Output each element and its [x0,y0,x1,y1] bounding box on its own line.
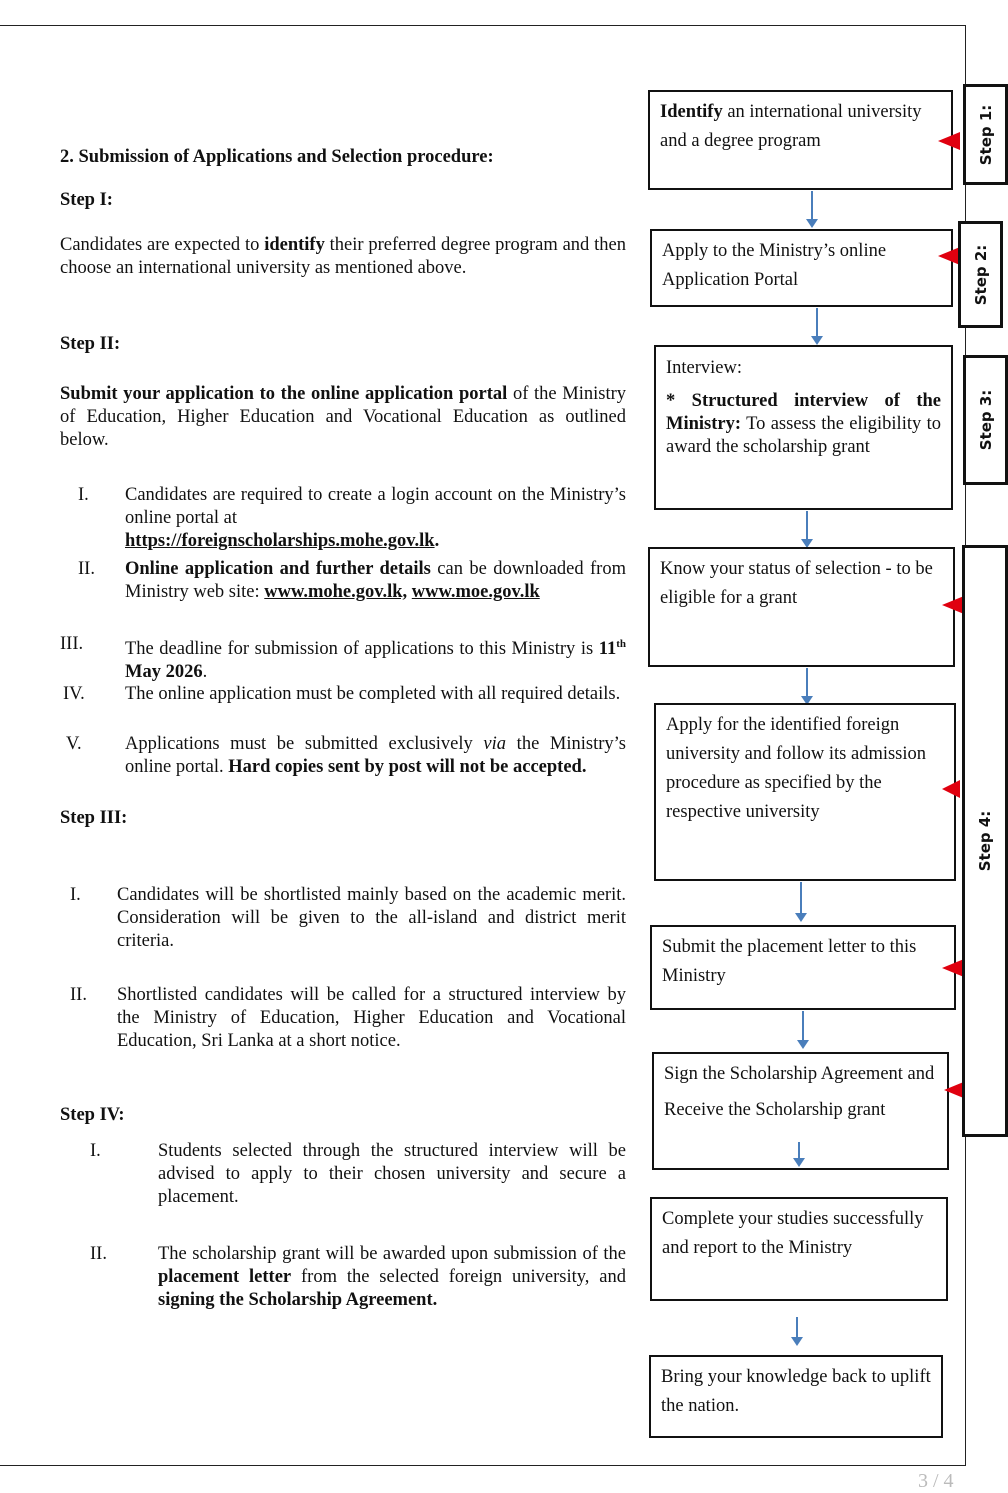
list-number: II. [70,985,87,1005]
list-number: I. [90,1141,101,1161]
step-pointer-icon [942,959,964,977]
list-number: I. [78,485,89,505]
list-item: II. Online application and further details can be downloaded from Ministry web site: www.mohe.gov.lk, www.moe.gov.lk [78,559,626,602]
step2-heading: Step II: [60,334,121,354]
flow-box-status: Know your status of selection - to be eligible for a grant [648,547,955,667]
flow-arrow [816,308,818,338]
interview-title: Interview: [666,358,743,378]
step-pointer-icon [942,596,964,614]
step-label-box-1: Step 1: [963,84,1008,185]
page-number: 3 / 4 [918,1470,954,1492]
list-number: II. [90,1244,107,1264]
list-number: V. [66,734,82,754]
mohe-link[interactable]: www.mohe.gov.lk, [264,582,408,602]
list-item: II. The scholarship grant will be awarded upon submission of the placement letter from the selected foreign university, and signing the Scholarship Agreement. [90,1244,626,1310]
flow-box-apply-university: Apply for the identified foreign university and follow its admission procedure as specified by the respective university [654,703,956,881]
list-item: II. Shortlisted candidates will be called for a structured interview by the Ministry of Education, Higher Education and Vocational Education, Sri Lanka at a short notice. [70,985,626,1051]
list-item: III. The deadline for submission of applications to this Ministry is 11th May 2026. [60,634,626,683]
flow-arrow [802,1011,804,1042]
flow-arrow [798,1142,800,1160]
section-heading: 2. Submission of Applications and Selection procedure: [60,147,494,167]
flow-box-agreement [652,1052,949,1170]
flow-box-complete-studies: Complete your studies successfully and report to the Ministry [650,1197,948,1301]
list-number: IV. [63,684,85,704]
grant-line: Receive the Scholarship grant [664,1100,886,1120]
flow-arrow [806,511,808,541]
step3-heading: Step III: [60,808,128,828]
flow-box-placement-letter: Submit the placement letter to this Ministry [650,925,956,1010]
list-number: I. [70,885,81,905]
flow-box-bring-knowledge: Bring your knowledge back to uplift the nation. [649,1355,943,1438]
moe-link[interactable]: www.moe.gov.lk [411,582,540,602]
agreement-line: Sign the Scholarship Agreement and [664,1064,935,1084]
list-item: V. Applications must be submitted exclusively via the Ministry’s online portal. Hard copies sent by post will not be accepted. [66,734,626,777]
flow-box-interview [654,345,953,510]
list-number: III. [60,634,84,654]
flow-arrow [811,191,813,221]
step2-intro: Submit your application to the online application portal of the Ministry of Education, Higher Education and Vocational Education as outlined below. [60,384,627,450]
list-item: IV. The online application must be completed with all required details. [63,684,621,704]
list-item: I. Candidates are required to create a login account on the Ministry’s online portal at https://foreignscholarships.mohe.gov.lk. [78,485,626,551]
step1-paragraph: Candidates are expected to identify their preferred degree program and then choose an international university as mentioned above. [60,235,626,278]
interview-detail: * Structured interview of the Ministry: To assess the eligibility to award the scholarship grant [666,391,941,457]
step4-heading: Step IV: [60,1105,125,1125]
flow-arrow [800,882,802,915]
flow-arrow [806,668,808,698]
step-pointer-icon [938,247,960,265]
flow-box-apply-portal: Apply to the Ministry’s online Application Portal [650,229,953,307]
step-label-box-4: Step 4: [962,545,1008,1137]
step-pointer-icon [942,780,960,798]
list-number: II. [78,559,95,579]
flow-box-identify: Identify an international university and a degree program [648,90,953,190]
step-label-box-3: Step 3: [963,355,1008,485]
list-item: I. Students selected through the structured interview will be advised to apply to their chosen university and secure a placement. [90,1141,626,1207]
step1-heading: Step I: [60,190,113,210]
flow-arrow [796,1317,798,1339]
list-item: I. Candidates will be shortlisted mainly based on the academic merit. Consideration will be given to the all-island and district merit criteria. [70,885,626,951]
step-pointer-icon [938,132,960,150]
portal-link[interactable]: https://foreignscholarships.mohe.gov.lk [125,531,435,551]
step-label-box-2: Step 2: [958,221,1003,328]
